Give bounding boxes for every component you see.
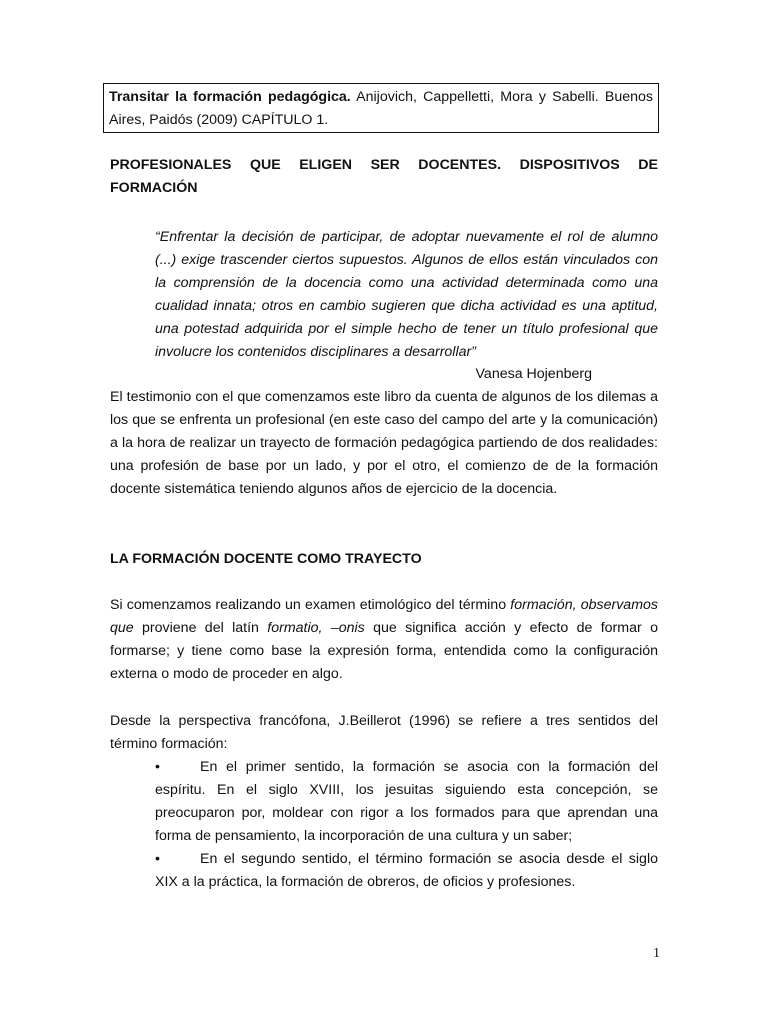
text-run: que significa acción y efecto de formar o formarse; y tiene como base la expresión forma, entendida como la configuración externa o modo de proceder en algo.: [110, 620, 658, 682]
book-title: Transitar la formación pedagógica.: [109, 89, 351, 105]
chapter-heading-line2: FORMACIÓN: [110, 180, 198, 196]
bullet-list: [155, 756, 658, 894]
page-number: 1: [653, 946, 660, 961]
book-citation: Anijovich, Cappelletti, Mora y Sabelli. Buenos Aires, Paidós (2009) CAPÍTULO 1.: [109, 89, 653, 128]
heading-word: DOCENTES.: [418, 157, 502, 173]
list-item: [155, 756, 658, 848]
heading-word: DE: [638, 157, 658, 173]
bullet-icon: •: [155, 759, 160, 775]
heading-word: SER: [370, 157, 400, 173]
quote-author: Vanesa Hojenberg: [475, 366, 592, 382]
chapter-heading-line1: [110, 154, 658, 177]
body-paragraph-3: Desde la perspectiva francófona, J.Beillerot (1996) se refiere a tres sentidos del término formación:: [110, 713, 658, 752]
body-paragraph-2: [110, 594, 658, 686]
body-paragraph-1: El testimonio con el que comenzamos este libro da cuenta de algunos de los dilemas a los que se enfrenta un profesional (en este caso del campo del arte y la comunicación) a la hora de realizar un trayecto de formación pedagógica partiendo de dos realidades: una profesión de base por un lado, y por el otro, el comienzo de de la formación docente sistemática teniendo algunos años de ejercicio de la docencia.: [110, 389, 658, 497]
reference-box: [103, 83, 659, 133]
list-item-text: En el primer sentido, la formación se asocia con la formación del espíritu. En el siglo XVIII, los jesuitas siguiendo esta concepción, se preocuparon por, moldear con rigor a los formados para que aprendan una forma de pensamiento, la incorporación de una cultura y un saber;: [155, 759, 658, 844]
heading-word: PROFESIONALES: [110, 157, 232, 173]
italic-run: formatio, –onis: [267, 620, 365, 636]
heading-word: QUE: [249, 157, 281, 173]
italic-run: formación, observamos que: [110, 597, 659, 636]
text-run: Si comenzamos realizando un examen etimológico del término: [110, 597, 511, 613]
text-run: proviene del latín: [133, 620, 268, 636]
section-heading: LA FORMACIÓN DOCENTE COMO TRAYECTO: [110, 551, 422, 567]
bullet-icon: •: [155, 851, 160, 867]
epigraph-quote: “Enfrentar la decisión de participar, de adoptar nuevamente el rol de alumno (...) exige trascender ciertos supuestos. Algunos de ellos están vinculados con la comprensión de la docencia como una actividad determinada como una cualidad innata; otros en cambio sugieren que dicha actividad es una aptitud, una potestad adquirida por el simple hecho de tener un título profesional que involucre los contenidos disciplinares a desarrollar”: [155, 229, 658, 360]
chapter-heading: [110, 154, 658, 200]
heading-word: ELIGEN: [299, 157, 353, 173]
list-item-text: En el segundo sentido, el término formación se asocia desde el siglo XIX a la práctica, la formación de obreros, de oficios y profesiones.: [155, 851, 658, 890]
heading-word: DISPOSITIVOS: [519, 157, 620, 173]
list-item: [155, 848, 658, 894]
